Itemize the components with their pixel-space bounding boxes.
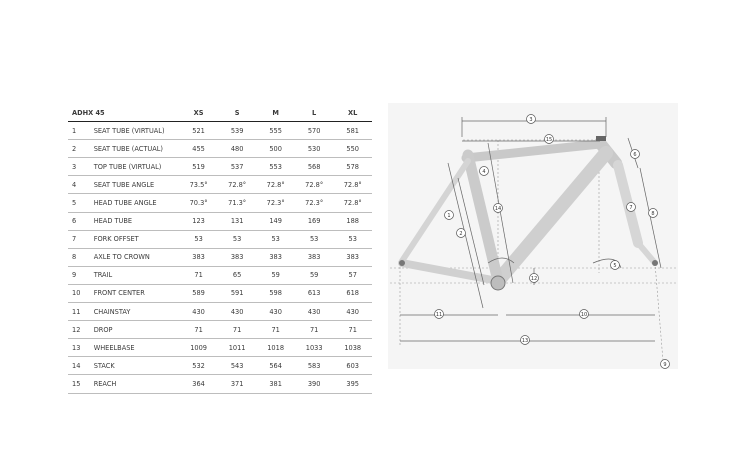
row-number: 10 (68, 284, 94, 302)
row-value-l: 1033 (295, 339, 334, 357)
row-value-xl: 603 (333, 357, 372, 375)
row-value-s: 543 (218, 357, 257, 375)
size-header-xs: XS (179, 104, 218, 122)
row-value-m: 381 (256, 375, 295, 393)
table-row (68, 284, 372, 302)
row-value-xs: 519 (179, 158, 218, 176)
marker-label: 1 (447, 213, 451, 219)
row-value-xs: 53 (179, 230, 218, 248)
down-tube (498, 153, 606, 281)
table-header-row (68, 104, 372, 122)
row-number: 11 (68, 303, 94, 321)
table-row (68, 194, 372, 212)
row-number: 5 (68, 194, 94, 212)
row-value-m: 430 (256, 303, 295, 321)
row-number: 4 (68, 176, 94, 194)
table-body (68, 122, 372, 393)
row-value-s: 537 (218, 158, 257, 176)
row-value-xs: 589 (179, 284, 218, 302)
marker-label: 10 (580, 312, 588, 318)
marker-label: 7 (629, 205, 633, 211)
row-value-l: 53 (295, 230, 334, 248)
row-value-l: 71 (295, 321, 334, 339)
row-value-l: 169 (295, 212, 334, 230)
row-value-xl: 72.8° (333, 176, 372, 194)
row-value-xl: 57 (333, 266, 372, 284)
dimension-marker-7 (627, 203, 636, 212)
dimension-marker-9 (661, 360, 670, 369)
dimension-marker-11 (435, 310, 444, 319)
row-value-xs: 455 (179, 140, 218, 158)
row-value-xs: 70.3° (179, 194, 218, 212)
row-number: 14 (68, 357, 94, 375)
model-name: ADHX 45 (68, 104, 179, 122)
dimension-marker-10 (580, 310, 589, 319)
marker-label: 14 (494, 206, 502, 212)
front-dropout (652, 260, 658, 266)
row-value-s: 72.8° (218, 176, 257, 194)
dimension-marker-5 (611, 261, 620, 270)
row-value-l: 383 (295, 248, 334, 266)
row-number: 8 (68, 248, 94, 266)
table-row (68, 248, 372, 266)
frame-diagram-svg (388, 103, 678, 369)
row-value-l: 570 (295, 122, 334, 140)
dimension-marker-8 (649, 209, 658, 218)
row-value-s: 371 (218, 375, 257, 393)
row-value-xs: 73.5° (179, 176, 218, 194)
row-value-xs: 383 (179, 248, 218, 266)
dimension-marker-1 (445, 211, 454, 220)
row-number: 7 (68, 230, 94, 248)
row-label: CHAINSTAY (94, 303, 180, 321)
row-value-m: 553 (256, 158, 295, 176)
row-value-m: 598 (256, 284, 295, 302)
row-value-xl: 581 (333, 122, 372, 140)
row-number: 6 (68, 212, 94, 230)
row-value-xs: 430 (179, 303, 218, 321)
row-value-s: 383 (218, 248, 257, 266)
size-header-s: S (218, 104, 257, 122)
table-row (68, 212, 372, 230)
size-header-xl: XL (333, 104, 372, 122)
row-number: 2 (68, 140, 94, 158)
row-value-xl: 1038 (333, 339, 372, 357)
table-row (68, 122, 372, 140)
table-row (68, 266, 372, 284)
marker-label: 4 (482, 169, 486, 175)
row-value-m: 53 (256, 230, 295, 248)
marker-label: 9 (663, 362, 667, 368)
row-value-s: 71 (218, 321, 257, 339)
row-value-xl: 188 (333, 212, 372, 230)
row-value-s: 53 (218, 230, 257, 248)
marker-label: 11 (435, 312, 443, 318)
row-value-l: 568 (295, 158, 334, 176)
row-value-xl: 53 (333, 230, 372, 248)
row-value-m: 59 (256, 266, 295, 284)
marker-label: 13 (521, 338, 529, 344)
dimension-marker-4 (480, 167, 489, 176)
row-value-l: 59 (295, 266, 334, 284)
frame-geometry-diagram (388, 103, 678, 369)
row-value-xs: 71 (179, 266, 218, 284)
row-number: 9 (68, 266, 94, 284)
row-number: 3 (68, 158, 94, 176)
chainstay (402, 263, 498, 281)
row-value-m: 72.3° (256, 194, 295, 212)
row-value-xs: 521 (179, 122, 218, 140)
dimension-marker-12 (530, 274, 539, 283)
row-value-xl: 430 (333, 303, 372, 321)
row-value-l: 390 (295, 375, 334, 393)
row-value-l: 430 (295, 303, 334, 321)
row-label: REACH (94, 375, 180, 393)
table-row (68, 375, 372, 393)
row-value-xl: 618 (333, 284, 372, 302)
row-value-xs: 1009 (179, 339, 218, 357)
row-value-m: 72.8° (256, 176, 295, 194)
row-value-m: 564 (256, 357, 295, 375)
fork-leg (638, 243, 655, 263)
dimension-marker-3 (527, 115, 536, 124)
row-value-m: 383 (256, 248, 295, 266)
row-value-s: 480 (218, 140, 257, 158)
marker-label: 12 (530, 276, 538, 282)
front-axle-line (655, 263, 663, 361)
marker-label: 3 (529, 117, 533, 123)
row-number: 12 (68, 321, 94, 339)
row-value-s: 539 (218, 122, 257, 140)
row-value-l: 613 (295, 284, 334, 302)
table-row (68, 339, 372, 357)
top-tube (466, 144, 600, 158)
row-label: SEAT TUBE (VIRTUAL) (94, 122, 180, 140)
bottom-bracket (491, 276, 505, 290)
row-value-xl: 383 (333, 248, 372, 266)
row-label: FORK OFFSET (94, 230, 180, 248)
row-value-s: 131 (218, 212, 257, 230)
row-number: 13 (68, 339, 94, 357)
row-label: TOP TUBE (VIRTUAL) (94, 158, 180, 176)
row-number: 1 (68, 122, 94, 140)
dimension-marker-15 (545, 135, 554, 144)
row-label: AXLE TO CROWN (94, 248, 180, 266)
marker-label: 2 (459, 231, 463, 237)
seat-stay (402, 161, 468, 261)
row-label: HEAD TUBE ANGLE (94, 194, 180, 212)
row-label: SEAT TUBE (ACTUAL) (94, 140, 180, 158)
row-value-l: 72.3° (295, 194, 334, 212)
row-value-xs: 364 (179, 375, 218, 393)
row-label: DROP (94, 321, 180, 339)
row-value-xl: 71 (333, 321, 372, 339)
row-value-s: 65 (218, 266, 257, 284)
row-label: SEAT TUBE ANGLE (94, 176, 180, 194)
dimension-marker-6 (631, 150, 640, 159)
dimension-marker-14 (494, 204, 503, 213)
size-header-m: M (256, 104, 295, 122)
table-row (68, 303, 372, 321)
marker-label: 8 (651, 211, 655, 217)
rear-dropout (399, 260, 405, 266)
dimension-marker-13 (521, 336, 530, 345)
row-value-xl: 550 (333, 140, 372, 158)
table-row (68, 321, 372, 339)
table-row (68, 158, 372, 176)
row-value-m: 149 (256, 212, 295, 230)
table-row (68, 176, 372, 194)
geometry-table (68, 104, 372, 394)
row-value-m: 71 (256, 321, 295, 339)
row-value-l: 530 (295, 140, 334, 158)
table-row (68, 230, 372, 248)
dimension-marker-2 (457, 229, 466, 238)
marker-label: 6 (633, 152, 637, 158)
row-value-xs: 532 (179, 357, 218, 375)
row-value-xl: 395 (333, 375, 372, 393)
marker-label: 15 (545, 137, 553, 143)
row-value-xl: 578 (333, 158, 372, 176)
table-row (68, 140, 372, 158)
headset-cap (596, 136, 606, 141)
row-value-s: 1011 (218, 339, 257, 357)
row-value-m: 500 (256, 140, 295, 158)
marker-label: 5 (613, 263, 617, 269)
row-value-l: 72.8° (295, 176, 334, 194)
row-label: WHEELBASE (94, 339, 180, 357)
row-value-xl: 72.8° (333, 194, 372, 212)
row-label: HEAD TUBE (94, 212, 180, 230)
row-value-s: 430 (218, 303, 257, 321)
row-value-xs: 71 (179, 321, 218, 339)
row-value-m: 1018 (256, 339, 295, 357)
row-label: FRONT CENTER (94, 284, 180, 302)
row-value-m: 555 (256, 122, 295, 140)
bike-frame (402, 143, 655, 281)
row-label: STACK (94, 357, 180, 375)
row-number: 15 (68, 375, 94, 393)
size-header-l: L (295, 104, 334, 122)
row-value-s: 591 (218, 284, 257, 302)
row-label: TRAIL (94, 266, 180, 284)
table-row (68, 357, 372, 375)
row-value-xs: 123 (179, 212, 218, 230)
row-value-l: 583 (295, 357, 334, 375)
row-value-s: 71.3° (218, 194, 257, 212)
